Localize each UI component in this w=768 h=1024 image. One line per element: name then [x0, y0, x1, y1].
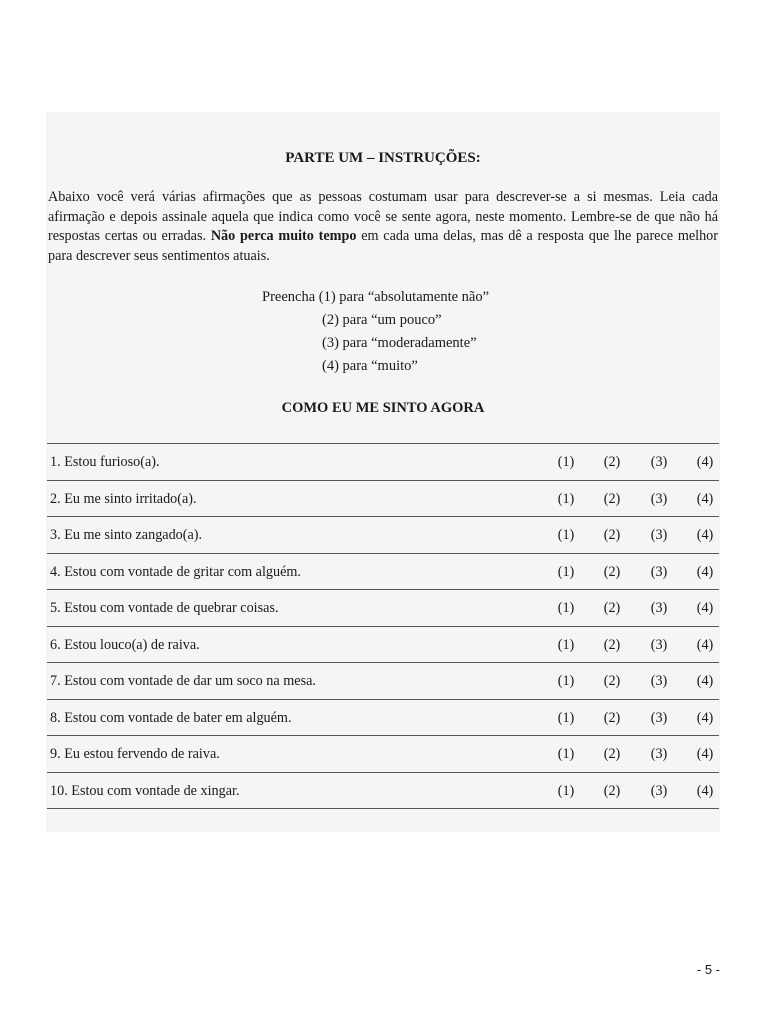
answer-option-1[interactable]: (1): [557, 454, 575, 470]
answer-option-1[interactable]: (1): [557, 782, 575, 799]
item-statement: 7. Estou com vontade de dar um soco na mesa.: [50, 673, 316, 689]
answer-option-1[interactable]: (1): [557, 527, 575, 543]
answer-option-2[interactable]: (2): [603, 527, 621, 543]
answer-option-2[interactable]: (2): [603, 746, 621, 762]
page-number: - 5 -: [696, 962, 720, 977]
item-statement: 4. Estou com vontade de gritar com alguém.: [50, 563, 301, 580]
instructions-paragraph: [48, 188, 718, 266]
answer-option-2[interactable]: (2): [603, 709, 621, 726]
answer-option-3[interactable]: (3): [650, 782, 668, 799]
answer-option-2[interactable]: (2): [603, 673, 621, 689]
legend-line-1: Preencha (1) para “absolutamente não”: [262, 289, 490, 305]
item-statement: 10. Estou com vontade de xingar.: [50, 782, 240, 799]
item-statement: 9. Eu estou fervendo de raiva.: [50, 746, 220, 762]
answer-option-4[interactable]: (4): [696, 709, 714, 726]
answer-option-1[interactable]: (1): [557, 673, 575, 689]
questionnaire-row: [47, 699, 719, 736]
section-subtitle: COMO EU ME SINTO AGORA: [281, 400, 485, 416]
answer-option-1[interactable]: (1): [557, 600, 575, 616]
questionnaire-row: [47, 662, 719, 699]
answer-option-3[interactable]: (3): [650, 563, 668, 580]
answer-option-1[interactable]: (1): [557, 709, 575, 726]
answer-option-3[interactable]: (3): [650, 454, 668, 470]
answer-option-4[interactable]: (4): [696, 563, 714, 580]
instructions-text-bold: Não perca muito tempo: [210, 228, 357, 244]
questionnaire-row: [47, 772, 719, 810]
answer-option-4[interactable]: (4): [696, 636, 714, 653]
questionnaire-row: [47, 443, 719, 480]
answer-option-2[interactable]: (2): [603, 490, 621, 507]
legend-line-3: (3) para “moderadamente”: [322, 335, 477, 351]
legend-line-2: (2) para “um pouco”: [322, 312, 442, 328]
answer-option-4[interactable]: (4): [696, 600, 714, 616]
answer-option-3[interactable]: (3): [650, 600, 668, 616]
answer-option-4[interactable]: (4): [696, 782, 714, 799]
questionnaire-row: [47, 735, 719, 772]
answer-option-2[interactable]: (2): [603, 454, 621, 470]
item-statement: 2. Eu me sinto irritado(a).: [50, 490, 197, 507]
item-statement: 5. Estou com vontade de quebrar coisas.: [50, 600, 279, 616]
answer-option-4[interactable]: (4): [696, 746, 714, 762]
answer-option-4[interactable]: (4): [696, 454, 714, 470]
item-statement: 6. Estou louco(a) de raiva.: [50, 636, 200, 653]
answer-option-3[interactable]: (3): [650, 746, 668, 762]
answer-option-3[interactable]: (3): [650, 527, 668, 543]
answer-option-2[interactable]: (2): [603, 563, 621, 580]
answer-option-3[interactable]: (3): [650, 673, 668, 689]
answer-option-4[interactable]: (4): [696, 527, 714, 543]
instructions-text-part2: em cada uma delas, mas dê a resposta que lhe parece melhor para descrever seus sentimentos atuais.: [48, 228, 719, 264]
questionnaire-row: [47, 626, 719, 663]
page-title: PARTE UM – INSTRUÇÕES:: [285, 150, 481, 166]
answer-option-1[interactable]: (1): [557, 490, 575, 507]
legend-line-4: (4) para “muito”: [322, 358, 418, 374]
answer-option-3[interactable]: (3): [650, 636, 668, 653]
instructions-text-part1: Abaixo você verá várias afirmações que as pessoas costumam usar para descrever-se a si mesmas. Leia cada afirmação e depois assinale aquela que indica como você se sente agora, neste momento. Lembre-se de que não há respostas certas ou erradas.: [48, 189, 718, 244]
questionnaire-row: [47, 553, 719, 590]
answer-option-3[interactable]: (3): [650, 490, 668, 507]
answer-option-2[interactable]: (2): [603, 782, 621, 799]
item-statement: 8. Estou com vontade de bater em alguém.: [50, 709, 292, 726]
questionnaire-table: [47, 443, 719, 809]
legend-rest: [322, 309, 477, 378]
answer-option-3[interactable]: (3): [650, 709, 668, 726]
answer-option-4[interactable]: (4): [696, 490, 714, 507]
answer-option-4[interactable]: (4): [696, 673, 714, 689]
answer-option-1[interactable]: (1): [557, 746, 575, 762]
answer-option-1[interactable]: (1): [557, 563, 575, 580]
questionnaire-row: [47, 589, 719, 626]
answer-option-2[interactable]: (2): [603, 636, 621, 653]
questionnaire-row: [47, 516, 719, 553]
item-statement: 3. Eu me sinto zangado(a).: [50, 527, 203, 543]
item-statement: 1. Estou furioso(a).: [50, 454, 160, 470]
questionnaire-row: [47, 480, 719, 517]
answer-option-2[interactable]: (2): [603, 600, 621, 616]
answer-option-1[interactable]: (1): [557, 636, 575, 653]
